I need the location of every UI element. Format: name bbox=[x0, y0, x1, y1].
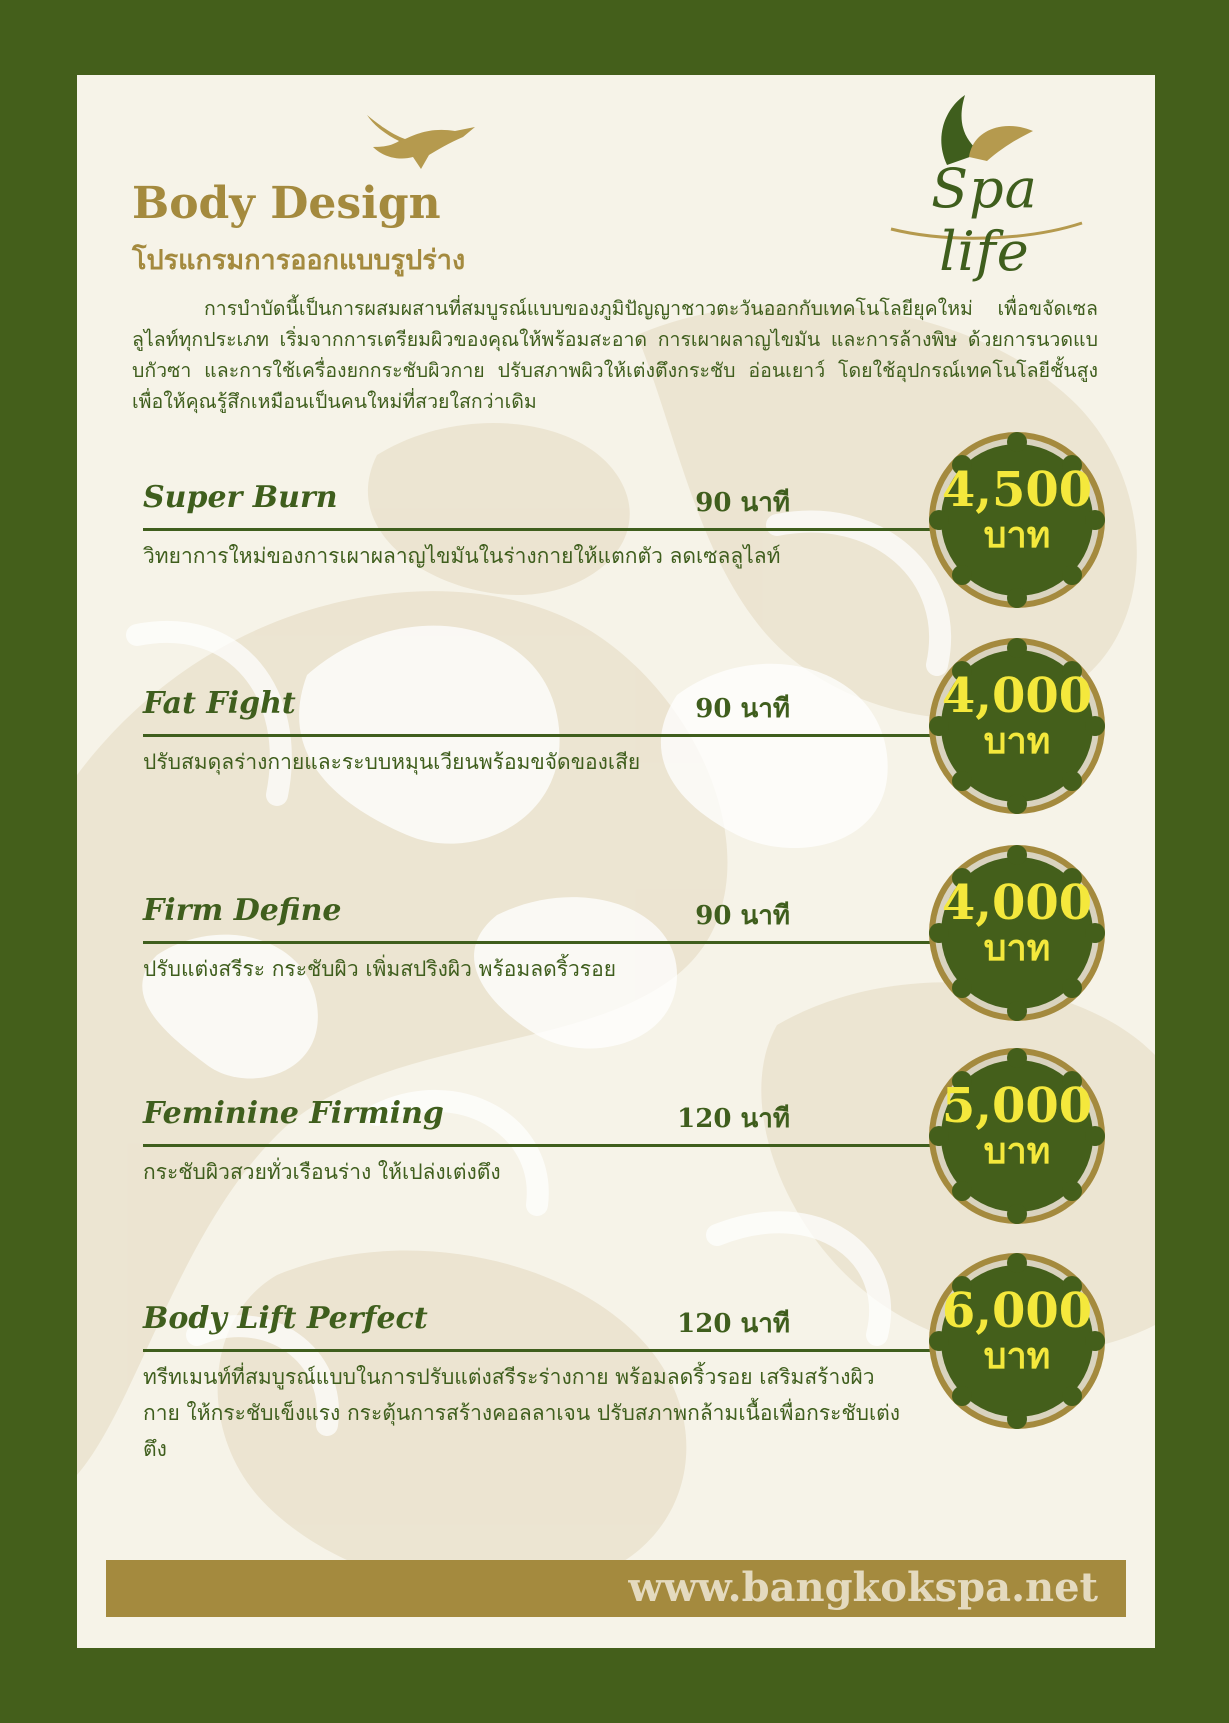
treatment-duration: 120 นาที bbox=[677, 1104, 790, 1134]
price-unit: บาท bbox=[983, 515, 1051, 556]
treatment-duration: 90 นาที bbox=[695, 901, 790, 931]
price-unit: บาท bbox=[983, 928, 1051, 969]
price-badge bbox=[927, 1251, 1107, 1431]
page-subtitle: โปรแกรมการออกแบบรูปร่าง bbox=[132, 245, 466, 276]
logo-text: Spa life bbox=[931, 157, 1038, 283]
treatment-description: ปรับสมดุลร่างกายและระบบหมุนเวียนพร้อมขจัดของเสีย bbox=[143, 750, 641, 774]
treatment-name: Fat Fight bbox=[143, 686, 296, 721]
divider-line bbox=[143, 734, 1003, 737]
divider-line bbox=[143, 941, 1003, 944]
treatment-description: ปรับแต่งสรีระ กระชับผิว เพิ่มสปริงผิว พร้อมลดริ้วรอย bbox=[143, 957, 616, 981]
price-unit: บาท bbox=[983, 721, 1051, 762]
page-title: Body Design bbox=[132, 178, 441, 229]
treatment-name: Feminine Firming bbox=[143, 1096, 444, 1131]
treatment-item bbox=[77, 1283, 1155, 1481]
treatment-description: กระชับผิวสวยทั่วเรือนร่าง ให้เปล่งเต่งตึง bbox=[143, 1160, 501, 1184]
price-badge bbox=[927, 636, 1107, 816]
spa-life-logo bbox=[877, 95, 1092, 283]
divider-line bbox=[143, 1349, 1003, 1352]
divider-line bbox=[143, 1144, 1003, 1147]
treatment-description: ทรีทเมนท์ที่สมบูรณ์แบบในการปรับแต่งสรีระร่างกาย พร้อมลดริ้วรอย เสริมสร้างผิวกาย ให้กระชับเข็งแรง กระตุ้นการสร้างคอลลาเจน ปรับสภาพกล้ามเนื้อเพื่อกระชับเต่งตึง bbox=[143, 1365, 901, 1461]
treatment-duration: 120 นาที bbox=[677, 1309, 790, 1339]
price-unit: บาท bbox=[983, 1131, 1051, 1172]
price-unit: บาท bbox=[983, 1336, 1051, 1377]
treatment-name: Super Burn bbox=[143, 480, 338, 515]
treatment-item bbox=[77, 462, 1155, 660]
price-amount: 6,000 bbox=[941, 1283, 1093, 1339]
footer-bar bbox=[106, 1560, 1126, 1617]
divider-line bbox=[143, 528, 1003, 531]
treatment-item bbox=[77, 1078, 1155, 1276]
treatment-duration: 90 นาที bbox=[695, 488, 790, 518]
price-amount: 4,000 bbox=[941, 875, 1093, 931]
price-amount: 4,500 bbox=[941, 462, 1093, 518]
intro-paragraph: การบำบัดนี้เป็นการผสมผสานที่สมบูรณ์แบบของภูมิปัญญาชาวตะวันออกกับเทคโนโลยียุคใหม่ เพื่อขจัดเซลลูไลท์ทุกประเภท เริ่มจากการเตรียมผิวของคุณให้พร้อมสะอาด การเผาผลาญไขมัน และการล้างพิษ ด้วยการนวดแบบกัวซา และการใช้เครื่องยกกระชับผิวกาย ปรับสภาพผิวให้เต่งตึงกระชับ อ่อนเยาว์ โดยใช้อุปกรณ์เทคโนโลยีชั้นสูงเพื่อให้คุณรู้สึกเหมือนเป็นคนใหม่ที่สวยใสกว่าเดิม bbox=[132, 297, 1098, 413]
price-badge bbox=[927, 843, 1107, 1023]
price-amount: 4,000 bbox=[941, 668, 1093, 724]
bird-ornament bbox=[359, 105, 479, 177]
treatment-name: Firm Define bbox=[143, 893, 342, 928]
treatment-item bbox=[77, 668, 1155, 866]
price-badge bbox=[927, 1046, 1107, 1226]
treatment-name: Body Lift Perfect bbox=[143, 1301, 428, 1336]
price-badge bbox=[927, 430, 1107, 610]
treatment-description: วิทยาการใหม่ของการเผาผลาญไขมันในร่างกายให้แตกตัว ลดเซลลูไลท์ bbox=[143, 544, 781, 568]
menu-page bbox=[77, 75, 1155, 1648]
treatment-duration: 90 นาที bbox=[695, 694, 790, 724]
website-link[interactable]: www.bangkokspa.net bbox=[628, 1564, 1098, 1611]
price-amount: 5,000 bbox=[941, 1078, 1093, 1134]
